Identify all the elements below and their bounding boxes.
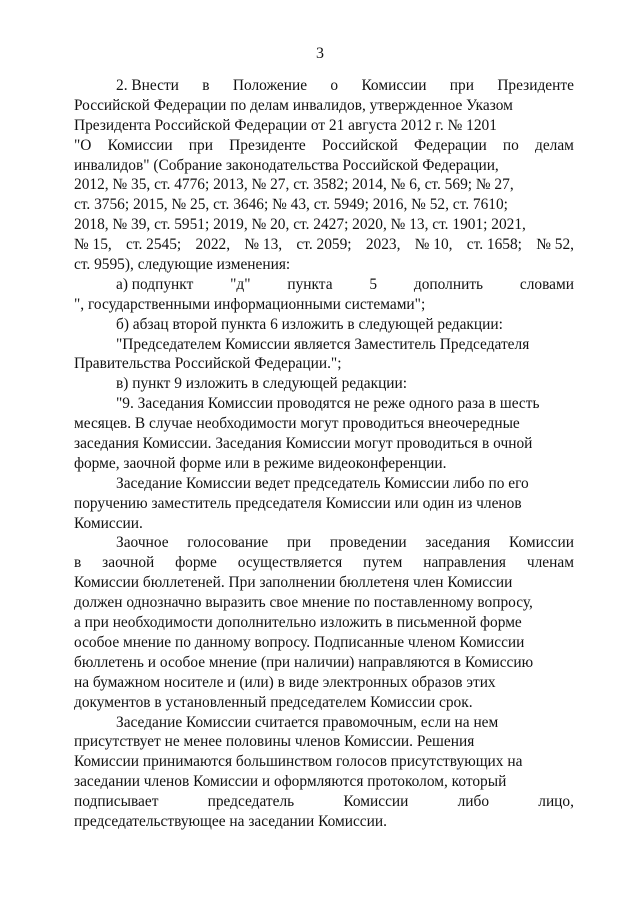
word: Комиссии bbox=[107, 136, 173, 154]
paragraph bbox=[74, 374, 574, 394]
word: заочной bbox=[102, 554, 155, 572]
text-line: Президента Российской Федерации от 21 августа 2012 г. № 1201 bbox=[74, 116, 497, 134]
text-line bbox=[74, 235, 574, 255]
word: в bbox=[202, 77, 210, 94]
text-line: форме, заочной форме или в режиме видеоконференции. bbox=[74, 454, 447, 472]
page-number: 3 bbox=[316, 45, 324, 62]
text-line bbox=[74, 792, 574, 812]
word: Комиссии bbox=[343, 793, 409, 811]
text-line bbox=[74, 136, 574, 156]
word: Заочное bbox=[116, 534, 169, 552]
text-line: а при необходимости дополнительно изложить в письменной форме bbox=[74, 614, 522, 632]
word: ст. 1658; bbox=[466, 236, 522, 254]
text-line: Комиссии бюллетеней. При заполнении бюллетеня член Комиссии bbox=[74, 574, 513, 592]
document-body bbox=[74, 76, 574, 832]
word: проведении bbox=[329, 534, 407, 552]
text-line: инвалидов" (Собрание законодательства Российской Федерации, bbox=[74, 156, 499, 174]
word: № 15, bbox=[74, 236, 112, 254]
text-line: "Председателем Комиссии является Заместитель Председателя bbox=[116, 335, 530, 353]
text-line: ст. 3756; 2015, № 25, ст. 3646; № 43, ст. 5949; 2016, № 52, ст. 7610; bbox=[74, 196, 508, 214]
text-line: заседания Комиссии. Заседания Комиссии могут проводиться в очной bbox=[74, 435, 533, 453]
paragraph bbox=[74, 275, 574, 315]
word: при bbox=[286, 534, 312, 552]
word: Положение bbox=[232, 77, 308, 94]
word: делам bbox=[535, 136, 574, 154]
paragraph bbox=[74, 533, 574, 712]
word: пункта bbox=[287, 275, 333, 293]
word: Комиссии bbox=[361, 77, 427, 94]
word: № 13, bbox=[244, 236, 283, 254]
text-line bbox=[74, 275, 574, 295]
text-line: 2012, № 35, ст. 4776; 2013, № 27, ст. 3582; 2014, № 6, ст. 569; № 27, bbox=[74, 176, 514, 194]
word: заседания bbox=[425, 534, 491, 552]
text-line: б) абзац второй пункта 6 изложить в следующей редакции: bbox=[116, 315, 503, 333]
word: Президенте bbox=[497, 77, 574, 94]
word: голосование bbox=[187, 534, 269, 552]
word: ст. 2059; bbox=[296, 236, 352, 254]
word: в bbox=[74, 554, 82, 572]
text-line: ", государственными информационными системами"; bbox=[74, 295, 426, 313]
paragraph bbox=[74, 394, 574, 474]
text-line: Комиссии. bbox=[74, 514, 143, 532]
text-line bbox=[74, 76, 574, 96]
word: дополнить bbox=[413, 275, 484, 293]
text-line: документов в установленный председателем Комиссии срок. bbox=[74, 693, 473, 711]
text-line: ст. 9595), следующие изменения: bbox=[74, 256, 291, 274]
word: 5 bbox=[369, 275, 378, 293]
text-line: Заседание Комиссии считается правомочным, если на нем bbox=[116, 713, 499, 731]
text-line: Заседание Комиссии ведет председатель Комиссии либо по его bbox=[116, 474, 529, 492]
text-line: Комиссии принимаются большинством голосов присутствующих на bbox=[74, 753, 523, 771]
text-line: особое мнение по данному вопросу. Подписанные членом Комиссии bbox=[74, 633, 525, 651]
text-line: присутствует не менее половины членов Комиссии. Решения bbox=[74, 733, 475, 751]
word: о bbox=[330, 77, 339, 94]
paragraph bbox=[74, 335, 574, 375]
paragraph bbox=[74, 76, 574, 275]
word: по bbox=[502, 136, 519, 154]
word: Комиссии bbox=[508, 534, 574, 552]
word: председатель bbox=[207, 793, 295, 811]
text-line bbox=[74, 533, 574, 553]
word: путем bbox=[363, 554, 403, 572]
word: Российской bbox=[321, 136, 398, 154]
text-line: председательствующее на заседании Комиссии. bbox=[74, 812, 387, 830]
word: № 10, bbox=[414, 236, 453, 254]
word: № 52, bbox=[536, 236, 574, 254]
word: ст. 2545; bbox=[126, 236, 182, 254]
word: при bbox=[188, 136, 213, 154]
text-line: поручению заместитель председателя Комиссии или один из членов bbox=[74, 494, 522, 512]
word: "д" bbox=[230, 275, 251, 293]
text-line: бюллетень и особое мнение (при наличии) направляются в Комиссию bbox=[74, 653, 534, 671]
text-line: заседании членов Комиссии и оформляются протоколом, который bbox=[74, 773, 507, 791]
word: либо bbox=[457, 793, 490, 811]
text-line: Правительства Российской Федерации."; bbox=[74, 355, 342, 373]
paragraph bbox=[74, 474, 574, 534]
word: 2022, bbox=[195, 236, 231, 254]
word: а) подпункт bbox=[116, 275, 194, 293]
text-line bbox=[74, 553, 574, 573]
paragraph bbox=[74, 713, 574, 832]
text-line: на бумажном носителе и (или) в виде электронных образов этих bbox=[74, 673, 496, 691]
text-line: месяцев. В случае необходимости могут проводиться внеочередные bbox=[74, 415, 520, 433]
text-line: 2018, № 39, ст. 5951; 2019, № 20, ст. 2427; 2020, № 13, ст. 1901; 2021, bbox=[74, 216, 526, 234]
text-line: Российской Федерации по делам инвалидов, утвержденное Указом bbox=[74, 96, 513, 114]
text-line: "9. Заседания Комиссии проводятся не реже одного раза в шесть bbox=[116, 395, 540, 413]
word: осуществляется bbox=[237, 554, 343, 572]
word: "О bbox=[74, 136, 92, 154]
text-line: в) пункт 9 изложить в следующей редакции: bbox=[116, 375, 408, 393]
word: 2. Внести bbox=[116, 77, 179, 94]
paragraph bbox=[74, 315, 574, 335]
text-line: должен однозначно выразить свое мнение по поставленному вопросу, bbox=[74, 594, 533, 612]
word: подписывает bbox=[74, 793, 159, 811]
word: форме bbox=[175, 554, 217, 572]
word: при bbox=[449, 77, 474, 94]
word: 2023, bbox=[365, 236, 401, 254]
word: словами bbox=[519, 275, 574, 293]
word: членам bbox=[526, 554, 574, 572]
word: Президенте bbox=[229, 136, 306, 154]
word: лицо, bbox=[538, 793, 574, 811]
word: Федерации bbox=[414, 136, 487, 154]
word: направления bbox=[423, 554, 506, 572]
